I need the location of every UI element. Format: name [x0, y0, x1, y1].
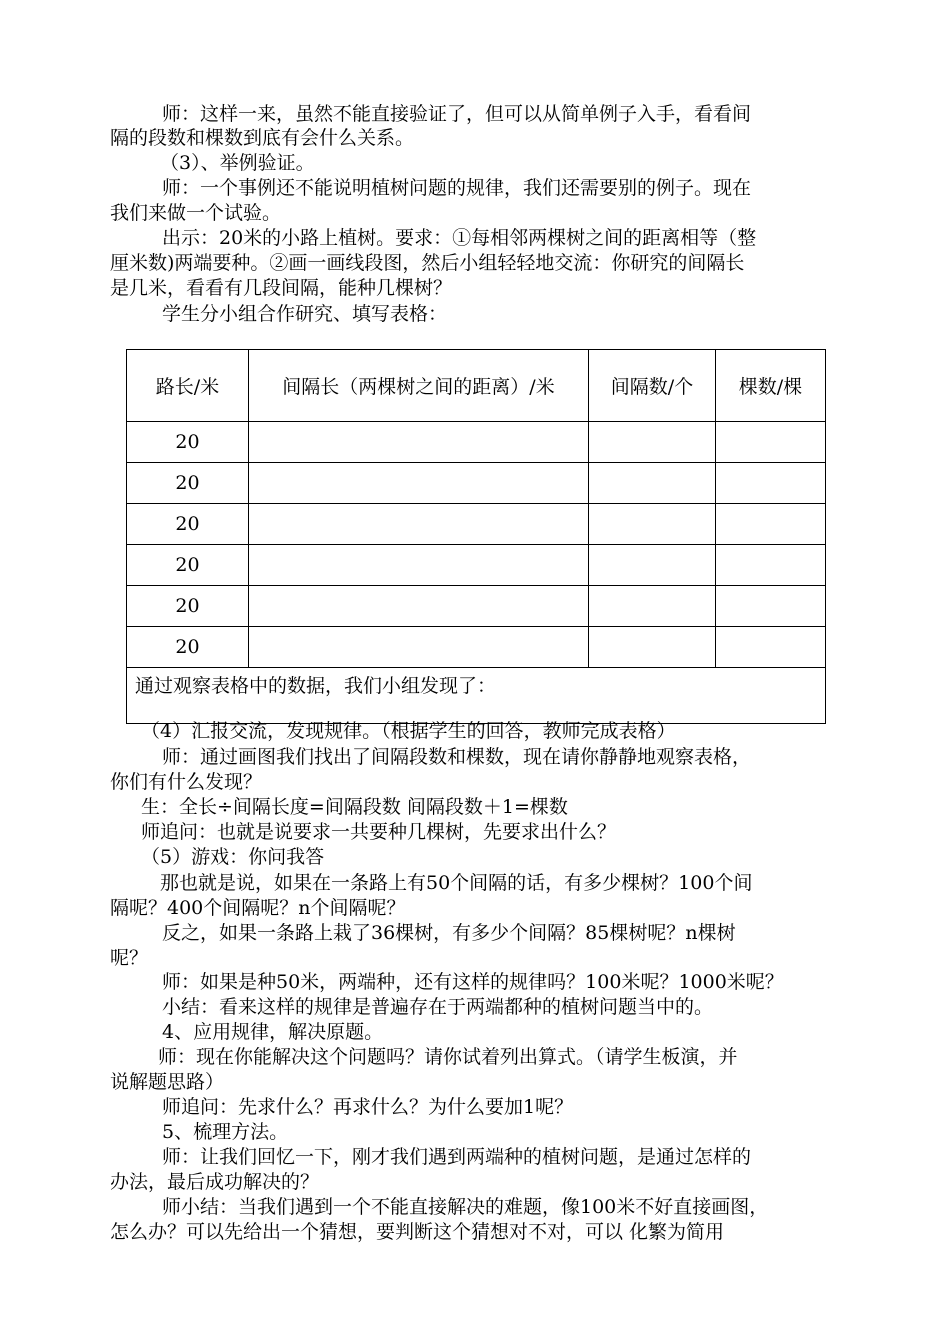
table-row — [127, 422, 826, 463]
table-cell — [589, 504, 716, 545]
table-cell — [589, 422, 716, 463]
paragraph-line: 师追问：也就是说要求一共要种几棵树，先要求出什么？ — [141, 821, 617, 843]
table-cell — [249, 463, 589, 504]
table-header-row — [127, 350, 826, 422]
paragraph-line: 师小结：当我们遇到一个不能直接解决的难题，像100米不好直接画图， — [162, 1196, 769, 1218]
section-heading: （5）游戏：你问我答 — [141, 846, 325, 868]
table-cell — [249, 627, 589, 668]
paragraph-line: 出示：20米的小路上植树。要求：①每相邻两棵树之间的距离相等（整 — [162, 227, 757, 249]
table-row — [127, 463, 826, 504]
table-row — [127, 627, 826, 668]
paragraph-line: 隔的段数和棵数到底有会什么关系。 — [110, 127, 415, 149]
paragraph-line: 说解题思路） — [110, 1071, 225, 1093]
table-footer-note: 通过观察表格中的数据，我们小组发现了： — [127, 668, 826, 724]
table-cell: 20 — [127, 463, 249, 504]
paragraph-line: 办法，最后成功解决的？ — [110, 1171, 320, 1193]
table-cell — [589, 586, 716, 627]
table-cell — [716, 545, 826, 586]
table-cell: 20 — [127, 586, 249, 627]
table-cell — [249, 586, 589, 627]
table-row — [127, 545, 826, 586]
paragraph-line: 学生分小组合作研究、填写表格： — [162, 303, 448, 325]
paragraph-line: 师：现在你能解决这个问题吗？请你试着列出算式。（请学生板演，并 — [158, 1046, 738, 1068]
table-cell — [716, 422, 826, 463]
table-cell — [249, 545, 589, 586]
section-heading: （3）、举例验证。 — [160, 152, 315, 174]
paragraph-line: 师：通过画图我们找出了间隔段数和棵数，现在请你静静地观察表格， — [162, 746, 752, 768]
table-row — [127, 586, 826, 627]
table-cell — [716, 627, 826, 668]
section-heading: 5、梳理方法。 — [162, 1121, 289, 1143]
section-heading: 4、应用规律，解决原题。 — [162, 1021, 384, 1043]
paragraph-line: 师追问：先求什么？再求什么？为什么要加1呢？ — [162, 1096, 574, 1118]
data-table — [126, 349, 826, 724]
section-heading: （4）汇报交流，发现规律。（根据学生的回答，教师完成表格） — [141, 720, 676, 742]
header-tree-count: 棵数/棵 — [716, 350, 826, 422]
paragraph-line: 隔呢？400个间隔呢？n个间隔呢？ — [110, 897, 406, 919]
paragraph-line: 师：让我们回忆一下，刚才我们遇到两端种的植树问题，是通过怎样的 — [162, 1146, 752, 1168]
table-cell — [589, 545, 716, 586]
header-interval-length: 间隔长（两棵树之间的距离）/米 — [249, 350, 589, 422]
table-cell: 20 — [127, 627, 249, 668]
table-cell — [716, 586, 826, 627]
table-cell — [589, 627, 716, 668]
table-footer-row — [127, 668, 826, 724]
table-cell: 20 — [127, 545, 249, 586]
header-road-length: 路长/米 — [127, 350, 249, 422]
table-cell: 20 — [127, 422, 249, 463]
paragraph-line: 怎么办？可以先给出一个猜想，要判断这个猜想对不对，可以 化繁为简用 — [110, 1221, 725, 1243]
table-cell — [716, 504, 826, 545]
table-row — [127, 504, 826, 545]
table-cell — [249, 504, 589, 545]
paragraph-line: 小结：看来这样的规律是普遍存在于两端都种的植树问题当中的。 — [162, 996, 714, 1018]
paragraph-line: 厘米数)两端要种。②画一画线段图，然后小组轻轻地交流：你研究的间隔长 — [110, 252, 745, 274]
header-interval-count: 间隔数/个 — [589, 350, 716, 422]
paragraph-line: 你们有什么发现？ — [110, 771, 263, 793]
table-cell — [249, 422, 589, 463]
paragraph-line: 是几米，看看有几段间隔，能种几棵树？ — [110, 277, 453, 299]
paragraph-line: 师：一个事例还不能说明植树问题的规律，我们还需要别的例子。现在 — [162, 177, 752, 199]
paragraph-line: 师：这样一来，虽然不能直接验证了，但可以从简单例子入手，看看间 — [162, 103, 752, 125]
paragraph-line: 我们来做一个试验。 — [110, 202, 282, 224]
table-cell — [589, 463, 716, 504]
paragraph-line: 师：如果是种50米，两端种，还有这样的规律吗？100米呢？1000米呢？ — [162, 971, 784, 993]
paragraph-line: 呢？ — [110, 947, 149, 969]
paragraph-line: 反之，如果一条路上栽了36棵树，有多少个间隔？85棵树呢？n棵树 — [162, 922, 736, 944]
table-cell — [716, 463, 826, 504]
paragraph-line: 生：全长÷间隔长度=间隔段数 间隔段数＋1=棵数 — [141, 796, 568, 818]
table-cell: 20 — [127, 504, 249, 545]
paragraph-line: 那也就是说，如果在一条路上有50个间隔的话，有多少棵树？100个间 — [160, 872, 753, 894]
